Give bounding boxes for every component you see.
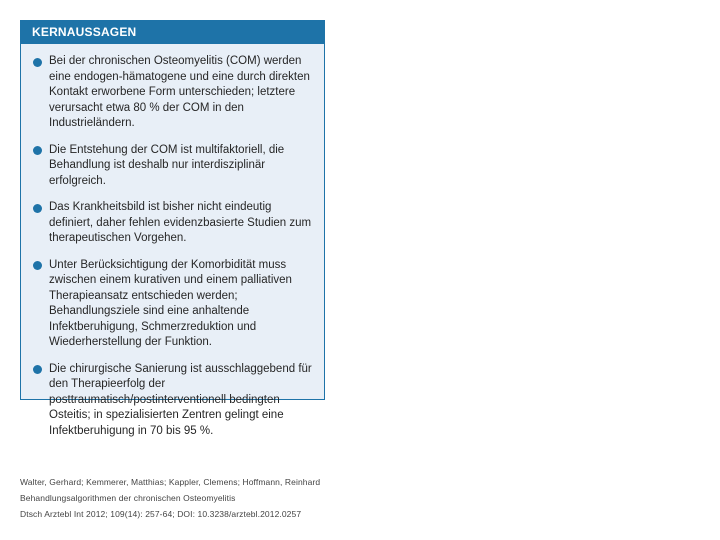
- key-statement-item: [33, 200, 314, 247]
- key-statement-text: Das Krankheitsbild ist bisher nicht eindeutig definiert, daher fehlen evidenzbasierte Studien zum therapeutischen Vorgehen.: [49, 201, 312, 244]
- bullet-dot-icon: [33, 365, 42, 374]
- citation-title: Behandlungsalgorithmen der chronischen Osteomyelitis: [20, 493, 236, 503]
- key-statements-box: [20, 20, 325, 437]
- key-statement-item: [33, 54, 314, 132]
- key-statements-list: [21, 44, 324, 439]
- bullet-dot-icon: [33, 146, 42, 155]
- key-statement-text: Unter Berücksichtigung der Komorbidität muss zwischen einem kurativen und einem palliativen Therapieansatz entschieden werden; Behandlungsziele sind eine anhaltende Infektberuhigung, Schmerzreduktion und Wiederherstellung der Funktion.: [49, 258, 292, 348]
- key-statement-item: [33, 362, 314, 440]
- citation-source: Dtsch Arztebl Int 2012; 109(14): 257-64; DOI: 10.3238/arztebl.2012.0257: [20, 509, 302, 519]
- bullet-dot-icon: [33, 58, 42, 67]
- bullet-dot-icon: [33, 204, 42, 213]
- box-title: KERNAUSSAGEN: [21, 21, 324, 44]
- key-statement-text: Die chirurgische Sanierung ist ausschlaggebend für den Therapieerfolg der posttraumatisch/postinterventionell bedingten Osteitis; in spezialisierten Zentren gelingt eine Infektberuhigung in 70 bis 95 %.: [49, 362, 312, 437]
- citation-authors: Walter, Gerhard; Kemmerer, Matthias; Kappler, Clemens; Hoffmann, Reinhard: [20, 477, 321, 487]
- key-statement-text: Bei der chronischen Osteomyelitis (COM) werden eine endogen-hämatogene und eine durch direkten Kontakt erworbene Form unterschieden; letztere verursacht etwa 80 % der COM in den Industrieländern.: [49, 55, 310, 129]
- bullet-dot-icon: [33, 261, 42, 270]
- citation: [20, 474, 320, 522]
- key-statement-item: [33, 143, 314, 190]
- key-statement-text: Die Entstehung der COM ist multifaktoriell, die Behandlung ist deshalb nur interdisziplinär erfolgreich.: [49, 143, 285, 187]
- key-statement-item: [33, 258, 314, 351]
